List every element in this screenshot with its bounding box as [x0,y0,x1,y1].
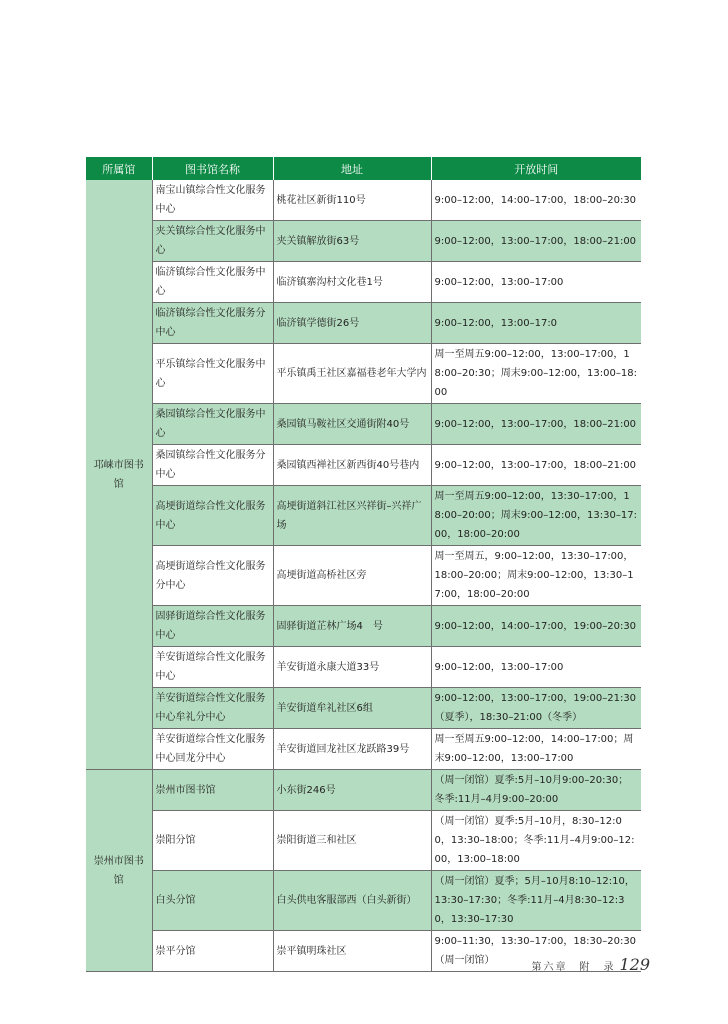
table-body [86,180,641,972]
opening-hours-cell: 9:00–11:30，13:30–17:00，18:30–20:30（周一闭馆） [431,931,641,972]
page-footer [531,955,650,974]
opening-hours-cell: 周一至周五，9:00–12:00，13:30–17:00，18:00–20:00；周末9:00–12:00，13:30–17:00，18:00–20:00 [431,546,641,606]
library-name-cell: 崇州市图书馆 [152,770,273,811]
table-row [86,811,641,871]
opening-hours-cell: （周一闭馆）夏季:5月–10月，8:30–12:00，13:30–18:00；冬季:11月–4月9:00–12:00，13:00–18:00 [431,811,641,871]
address-cell: 临济镇学德街26号 [273,303,431,344]
address-cell: 高埂街道高桥社区旁 [273,546,431,606]
affiliated-library-cell: 邛崃市图书馆 [86,180,152,770]
table-row [86,303,641,344]
library-name-cell: 羊安街道综合性文化服务中心牟礼分中心 [152,688,273,729]
opening-hours-cell: 9:00–12:00，13:00–17:0 [431,303,641,344]
library-name-cell: 固驿街道综合性文化服务中心 [152,606,273,647]
library-name-cell: 南宝山镇综合性文化服务中心 [152,180,273,221]
library-table [86,157,641,972]
library-name-cell: 桑园镇综合性文化服务中心 [152,404,273,445]
header-library-name: 图书馆名称 [152,157,273,180]
opening-hours-cell: 周一至周五9:00–12:00，13:00–17:00，18:00–20:30；周末9:00–12:00，13:00–18:00 [431,344,641,404]
address-cell: 高埂街道斜江社区兴祥街–兴祥广场 [273,486,431,546]
library-name-cell: 高埂街道综合性文化服务中心 [152,486,273,546]
address-cell: 临济镇寨沟村文化巷1号 [273,262,431,303]
table-row [86,221,641,262]
opening-hours-cell: 周一至周五9:00–12:00，13:30–17:00，18:00–20:00；周末9:00–12:00，13:30–17:00，18:00–20:00 [431,486,641,546]
library-name-cell: 羊安街道综合性文化服务中心 [152,647,273,688]
opening-hours-cell: 9:00–12:00，14:00–17:00，18:00–20:30 [431,180,641,221]
opening-hours-cell: 9:00–12:00，14:00–17:00，19:00–20:30 [431,606,641,647]
address-cell: 崇平镇明珠社区 [273,931,431,972]
address-cell: 小东街246号 [273,770,431,811]
address-cell: 桑园镇西禅社区新西街40号巷内 [273,445,431,486]
address-cell: 羊安街道永康大道33号 [273,647,431,688]
library-name-cell: 羊安街道综合性文化服务中心回龙分中心 [152,729,273,770]
table-row [86,180,641,221]
table-row [86,486,641,546]
opening-hours-cell: 周一至周五9:00–12:00，14:00–17:00；周末9:00–12:00，13:00–17:00 [431,729,641,770]
library-name-cell: 平乐镇综合性文化服务中心 [152,344,273,404]
opening-hours-cell: 9:00–12:00，13:00–17:00，18:00–21:00 [431,404,641,445]
table-row [86,770,641,811]
table-row [86,871,641,931]
address-cell: 白头供电客服部西（白头新街） [273,871,431,931]
address-cell: 羊安街道回龙社区龙跃路39号 [273,729,431,770]
table-row [86,647,641,688]
table-row [86,606,641,647]
address-cell: 羊安街道牟礼社区6组 [273,688,431,729]
table-row [86,344,641,404]
table-row [86,262,641,303]
header-address: 地址 [273,157,431,180]
library-name-cell: 崇平分馆 [152,931,273,972]
opening-hours-cell: （周一闭馆）夏季；5月–10月8:10–12:10，13:30–17:30；冬季:11月–4月8:30–12:30，13:30–17:30 [431,871,641,931]
library-name-cell: 夹关镇综合性文化服务中心 [152,221,273,262]
opening-hours-cell: 9:00–12:00，13:00–17:00，18:00–21:00 [431,221,641,262]
address-cell: 夹关镇解放街63号 [273,221,431,262]
library-name-cell: 临济镇综合性文化服务中心 [152,262,273,303]
address-cell: 崇阳街道三和社区 [273,811,431,871]
library-name-cell: 桑园镇综合性文化服务分中心 [152,445,273,486]
opening-hours-cell: 9:00–12:00，13:00–17:00 [431,262,641,303]
table-row [86,404,641,445]
table-row [86,729,641,770]
page-number: 129 [619,955,650,974]
library-name-cell: 高埂街道综合性文化服务分中心 [152,546,273,606]
header-affiliated-library: 所属馆 [86,157,152,180]
library-name-cell: 崇阳分馆 [152,811,273,871]
address-cell: 桃花社区新街110号 [273,180,431,221]
table-header-row [86,157,641,180]
header-opening-hours: 开放时间 [431,157,641,180]
opening-hours-cell: 9:00–12:00，13:00–17:00，18:00–21:00 [431,445,641,486]
opening-hours-cell: 9:00–12:00，13:00–17:00，19:00–21:30（夏季），18:30–21:00（冬季） [431,688,641,729]
library-name-cell: 白头分馆 [152,871,273,931]
opening-hours-cell: 9:00–12:00，13:00–17:00 [431,647,641,688]
table-row [86,546,641,606]
chapter-label: 第六章 附 录 [531,962,616,973]
address-cell: 固驿街道芷林广场4 号 [273,606,431,647]
table-row [86,688,641,729]
table-row [86,445,641,486]
address-cell: 桑园镇马鞍社区交通街附40号 [273,404,431,445]
opening-hours-cell: （周一闭馆）夏季:5月–10月9:00–20:30；冬季:11月–4月9:00–20:00 [431,770,641,811]
library-name-cell: 临济镇综合性文化服务分中心 [152,303,273,344]
affiliated-library-cell: 崇州市图书馆 [86,770,152,972]
library-table-container [86,157,641,972]
address-cell: 平乐镇禹王社区嘉福巷老年大学内 [273,344,431,404]
